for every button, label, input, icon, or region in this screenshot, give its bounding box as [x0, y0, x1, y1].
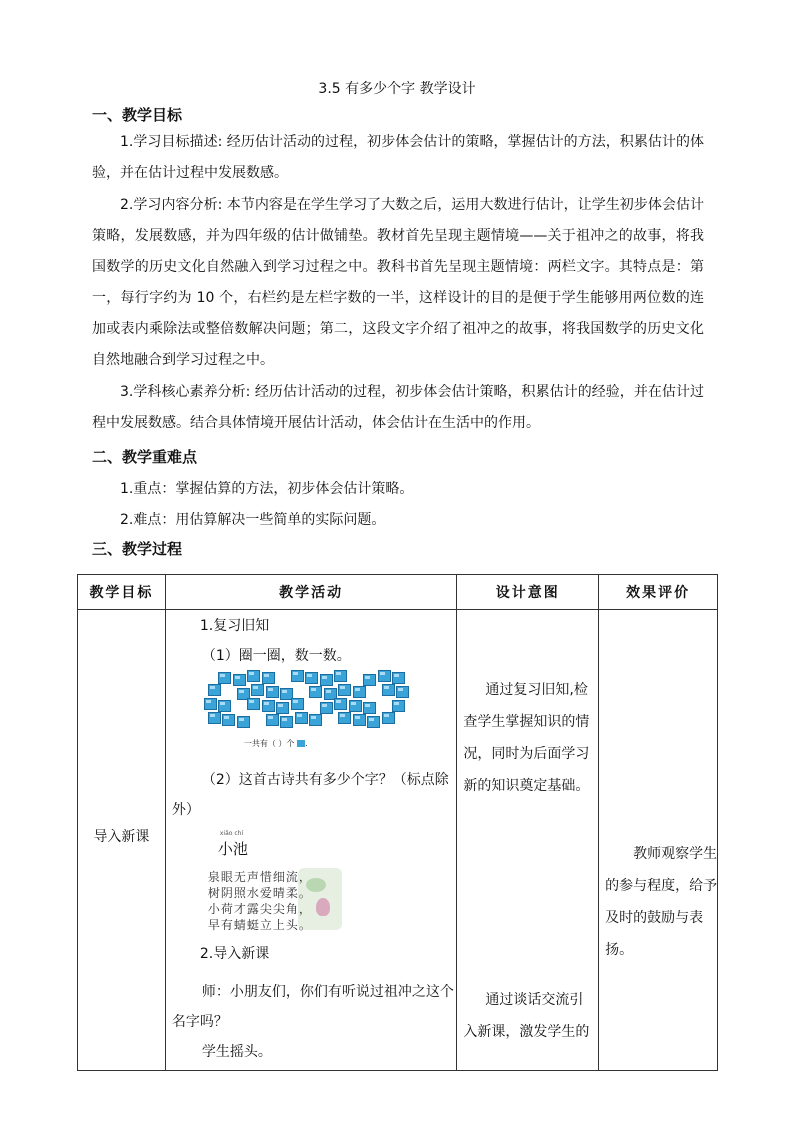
header-teaching-activity: 教学活动 [165, 575, 457, 610]
activity-teacher-line: 师：小朋友们，你们有听说过祖冲之这个 [201, 984, 454, 1000]
table-header-row [78, 575, 718, 610]
cube-icon [266, 714, 279, 726]
cube-illustration [204, 672, 414, 736]
cube-icon [222, 714, 235, 726]
paragraph-goal-description: 1.学习目标描述: 经历估计活动的过程，初步体会估计的策略，掌握估计的方法，积累估计的体验，并在估计过程中发展数感。 [92, 134, 704, 181]
cube-icon [309, 686, 322, 698]
cube-icon [382, 712, 395, 724]
cube-icon [309, 714, 322, 726]
cube-icon [396, 686, 409, 698]
cube-icon [247, 698, 260, 710]
activity-question-1: （1）圈一圈，数一数。 [201, 648, 351, 664]
poem-line-1: 泉眼无声惜细流， [207, 870, 312, 884]
cube-icon [208, 712, 221, 724]
teaching-process-table [77, 574, 718, 1071]
document-title: 3.5 有多少个字 教学设计 [318, 81, 476, 97]
paragraph-content-analysis: 2.学习内容分析: 本节内容是在学生学习了大数之后，运用大数进行估计，让学生初步体会估计策略，发展数感，并为四年级的估计做铺垫。教材首先呈现主题情境——关于祖冲之的故事，将我国数学的历史文化自然融入到学习过程之中。教科书首先呈现主题情境：两栏文字。其特点是：第一，每行字约为 10 个，右栏约是左栏字数的一半，这样设计的目的是便于学生能够用两位数的连加或表内乘除法或整倍数解决问题；第二，这段文字介绍了祖冲之的故事，将我国数学的历史文化自然地融合到学习过程之中。 [92, 197, 704, 368]
cube-icon [392, 672, 405, 684]
cube-icon [334, 698, 347, 710]
evaluation-text: 教师观察学生的参与程度，给予及时的鼓励与表扬。 [605, 846, 718, 958]
goal-text: 导入新课 [93, 829, 150, 845]
poem-illustration [206, 830, 342, 930]
cube-icon [262, 700, 275, 712]
cube-icon [291, 670, 304, 682]
paragraph-key-point: 1.重点：掌握估算的方法，初步体会估计策略。 [120, 481, 414, 497]
cube-icon [363, 702, 376, 714]
cube-icon [280, 716, 293, 728]
cube-icon [266, 686, 279, 698]
cube-icon [363, 674, 376, 686]
cube-icon [349, 700, 362, 712]
activity-teacher-line-continued: 名字吗？ [171, 1014, 228, 1030]
cube-icon [338, 712, 351, 724]
cube-icon [367, 716, 380, 728]
activity-question-2: （2）这首古诗共有多少个字？（标点除 [201, 772, 449, 788]
activity-question-2-continued: 外） [171, 802, 200, 818]
section-heading-goals: 一、教学目标 [92, 106, 183, 124]
cube-count-caption: 一共有（ ）个 . [243, 739, 308, 748]
intent-review: 通过复习旧知,检查学生掌握知识的情况，同时为后面学习新的知识奠定基础。 [463, 682, 590, 794]
cube-icon [262, 672, 275, 684]
intent-introduction: 通过谈话交流引入新课，激发学生的 [463, 992, 590, 1040]
cube-icon [247, 670, 260, 682]
cube-icon [204, 698, 217, 710]
activity-intro-heading: 2.导入新课 [199, 946, 270, 962]
poem-line-2: 树阴照水爱晴柔。 [207, 886, 312, 900]
activity-cell [165, 610, 457, 1071]
activity-review-heading: 1.复习旧知 [199, 618, 270, 634]
poem-line-3: 小荷才露尖尖角， [207, 902, 312, 916]
poem-title: 小池 [217, 840, 248, 858]
paragraph-difficult-point: 2.难点：用估算解决一些简单的实际问题。 [120, 512, 386, 528]
cube-icon [305, 672, 318, 684]
cube-icon [218, 700, 231, 712]
cube-icon [295, 712, 308, 724]
cube-icon [297, 740, 305, 747]
cube-icon [233, 674, 246, 686]
intent-cell [457, 610, 599, 1071]
goal-cell [78, 610, 166, 1071]
cube-icon [353, 714, 366, 726]
cube-icon [334, 670, 347, 682]
cube-icon [237, 716, 250, 728]
header-teaching-goal: 教学目标 [78, 575, 166, 610]
poem-pinyin: xiǎo chí [219, 830, 244, 837]
header-design-intent: 设计意图 [457, 575, 599, 610]
poem-line-4: 早有蜻蜓立上头。 [207, 918, 312, 932]
cube-icon [208, 684, 221, 696]
cube-icon [382, 684, 395, 696]
cube-icon [338, 684, 351, 696]
cube-icon [251, 684, 264, 696]
table-row [78, 610, 718, 1071]
cube-icon [276, 702, 289, 714]
header-evaluation: 效果评价 [599, 575, 718, 610]
evaluation-cell [599, 610, 718, 1071]
cube-icon [320, 702, 333, 714]
cube-icon [218, 672, 231, 684]
cube-icon [353, 686, 366, 698]
cube-icon [291, 698, 304, 710]
section-heading-process: 三、教学过程 [92, 540, 183, 558]
cube-icon [320, 674, 333, 686]
cube-icon [378, 670, 391, 682]
cube-icon [392, 700, 405, 712]
cube-caption-text: 一共有（ ）个 [243, 739, 295, 748]
paragraph-core-literacy: 3.学科核心素养分析: 经历估计活动的过程，初步体会估计策略，积累估计的经验，并在估计过程中发展数感。结合具体情境开展估计活动，体会估计在生活中的作用。 [92, 384, 704, 431]
section-heading-key-points: 二、教学重难点 [92, 448, 198, 466]
activity-student-line: 学生摇头。 [201, 1044, 272, 1060]
